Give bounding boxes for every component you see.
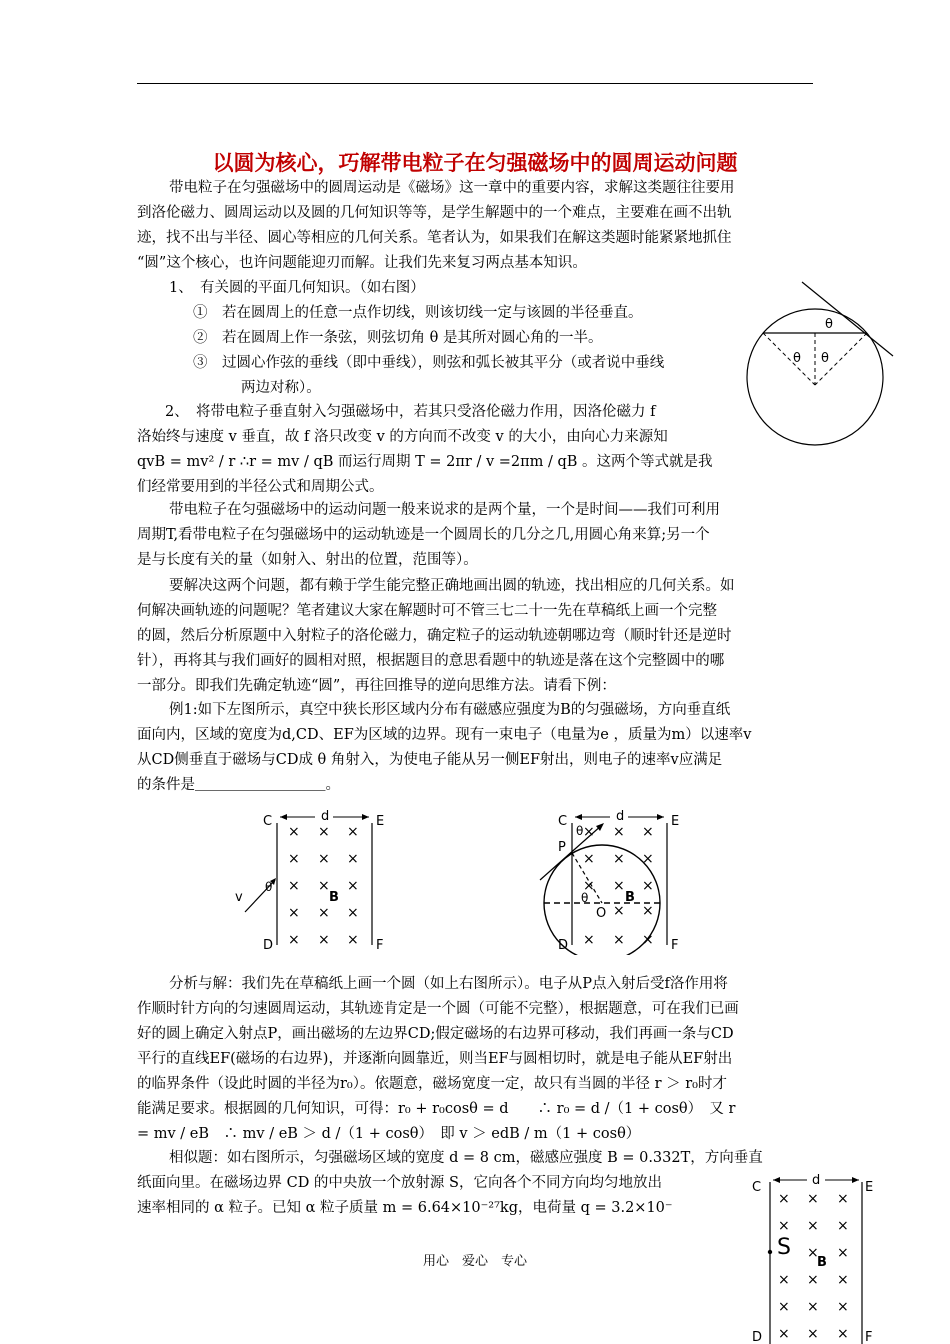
label-f: F [671,938,679,953]
label-o: O [596,906,607,921]
field-cross: × [288,878,300,894]
field-crosses [288,824,359,948]
label-width-d: d [321,809,330,824]
field-cross: × [318,878,330,894]
section1 [169,276,769,401]
text-line: 的临界条件（设此时圆的半径为r₀）。依题意，磁场宽度一定，故只有当圆的半径 r ＞ r₀时才 [137,1076,727,1092]
field-cross: × [837,1218,849,1234]
label-c: C [752,1180,762,1195]
text-line: 相似题：如右图所示，匀强磁场区域的宽度 d = 8 cm，磁感应强度 B = 0.332T，方向垂直 [169,1150,763,1166]
field-cross: × [642,903,654,919]
theta-label: θ [821,351,829,366]
field-cross: × [807,1272,819,1288]
text-line: 作顺时针方向的匀速圆周运动，其轨迹肯定是一个圆（可能不完整），根据题意，可在我们已画 [137,1001,739,1017]
field-cross: × [837,1326,849,1342]
label-e: E [865,1180,874,1195]
field-crosses [583,824,654,948]
label-d: D [558,938,569,953]
field-cross: × [837,1245,849,1261]
field-cross: × [318,905,330,921]
text-line: 一部分。即我们先确定轨迹“圆”，再往回推导的逆向思维方法。请看下例： [137,678,616,694]
label-b: B [817,1255,827,1270]
label-d: D [263,938,274,953]
field-cross: × [613,851,625,867]
field-cross: × [583,851,595,867]
field-cross: × [288,824,300,840]
text-line: 的圆，然后分析原题中入射粒子的洛伦磁力，确定粒子的运动轨迹朝哪边弯（顺时针还是逆时 [137,628,732,644]
field-cross: × [613,824,625,840]
text-line: 针），再将其与我们画好的圆相对照，根据题目的意思看题中的轨迹是落在这个完整圆中的哪 [137,653,725,669]
header-rule [137,83,813,84]
page-title: 以圆为核心，巧解带电粒子在匀强磁场中的圆周运动问题 [212,151,738,175]
text-line: 迹，找不出与半径、圆心等相应的几何关系。笔者认为，如果我们在解这类题时能紧紧地抓住 [137,230,732,246]
field-cross: × [583,932,595,948]
paragraph-3 [137,498,817,573]
field-cross: × [613,932,625,948]
field-cross: × [778,1191,790,1207]
text-line: 好的圆上确定入射点P，画出磁场的左边界CD;假定磁场的右边界可移动，我们再画一条与CD [137,1026,734,1042]
arrow-head [362,814,369,820]
field-cross: × [288,905,300,921]
text-line: 要解决这两个问题，都有赖于学生能完整正确地画出圆的轨迹，找出相应的几何关系。如 [169,578,735,594]
text-line: 从CD侧垂直于磁场与CD成 θ 角射入，为使电子能从另一侧EF射出，则电子的速率v应满足 [137,752,723,768]
field-cross: × [837,1191,849,1207]
text-line: 纸面向里。在磁场边界 CD 的中央放一个放射源 S，它向各个不同方向均匀地放出 [137,1175,662,1191]
label-c: C [558,814,568,829]
label-e: E [671,814,680,829]
field-cross: × [583,824,595,840]
radius-line-left [763,333,815,385]
field-cross: × [837,1299,849,1315]
field-cross: × [642,878,654,894]
circle-geometry-figure [745,280,895,460]
field-cross: × [837,1272,849,1288]
example-1 [137,698,817,798]
text-line: 带电粒子在匀强磁场中的运动问题一般来说求的是两个量，一个是时间——我们可利用 [169,502,720,518]
text-line: “圆”这个核心，也许问题能迎刃而解。让我们先来复习两点基本知识。 [137,255,587,271]
field-cross: × [347,851,359,867]
text-line: 速率相同的 α 粒子。已知 α 粒子质量 m = 6.64×10⁻²⁷kg，电荷量 q = 3.2×10⁻ [137,1200,673,1216]
analysis [137,972,817,1147]
label-c: C [263,814,273,829]
text-line: = mv / eB ∴ mv / eB ＞ d /（1 + cosθ） 即 v ＞ edB / m（1 + cosθ） [137,1126,641,1142]
paragraph-4 [137,574,817,699]
field-cross: × [778,1299,790,1315]
tangent-line [802,282,893,356]
field-cross: × [347,932,359,948]
text-line: 们经常要用到的半径公式和周期公式。 [137,479,384,495]
label-b: B [625,890,635,905]
field-cross: × [318,824,330,840]
label-b: B [329,890,339,905]
field-cross: × [347,878,359,894]
field-cross: × [807,1191,819,1207]
field-cross: × [778,1326,790,1342]
label-p: P [558,840,566,855]
theta-label: θ [793,351,801,366]
label-width-d: d [812,1173,821,1188]
text-line: qvB = mv² / r ∴r = mv / qB 而运行周期 T = 2πr / v =2πm / qB 。这两个等式就是我 [137,454,713,470]
text-line: 能满足要求。根据圆的几何知识，可得：r₀ + r₀cosθ = d ∴ r₀ = d /（1 + cosθ） 又 r [137,1101,736,1117]
field-cross: × [288,932,300,948]
text-line: 带电粒子在匀强磁场中的圆周运动是《磁场》这一章中的重要内容，求解这类题往往要用 [169,180,735,196]
label-s: S [777,1235,791,1260]
list-item: 两边对称）。 [241,380,321,396]
label-width-d: d [616,809,625,824]
field-cross: × [642,824,654,840]
field-crosses [778,1191,849,1342]
label-theta: θ [576,824,584,838]
intro-paragraph [137,176,817,276]
field-cross: × [778,1272,790,1288]
section1-heading: 1、 有关圆的平面几何知识。（如右图） [169,280,425,296]
field-cross: × [288,851,300,867]
field-cross: × [807,1299,819,1315]
example-left-figure [225,805,395,955]
field-cross: × [613,878,625,894]
field-cross: × [347,824,359,840]
label-f: F [865,1330,873,1344]
text-line: 例1:如下左图所示，真空中狭长形区域内分布有磁感应强度为B的匀强磁场，方向垂直纸 [169,702,731,718]
field-cross: × [642,932,654,948]
example-right-figure [530,805,710,955]
field-cross: × [613,903,625,919]
text-line: 何解决画轨迹的问题呢？笔者建议大家在解题时可不管三七二十一先在草稿纸上画一个完整 [137,603,717,619]
section2 [137,400,817,500]
list-item: ② 若在圆周上作一条弦，则弦切角 θ 是其所对圆心角的一半。 [193,330,603,346]
list-item: ① 若在圆周上的任意一点作切线，则该切线一定与该圆的半径垂直。 [193,305,643,321]
label-e: E [376,814,385,829]
text-line: 平行的直线EF(磁场的右边界)，并逐渐向圆靠近，则当EF与圆相切时，就是电子能从EF射出 [137,1051,733,1067]
similar-problem-figure [745,1168,885,1344]
field-cross: × [778,1218,790,1234]
label-theta: θ [265,880,273,894]
text-line: 洛始终与速度 v 垂直，故 f 洛只改变 v 的方向而不改变 v 的大小，由向心力来源知 [137,429,668,445]
field-cross: × [347,905,359,921]
label-theta: θ [581,891,589,905]
text-line: 分析与解：我们先在草稿纸上画一个圆（如上右图所示）。电子从P点入射后受f洛作用将 [169,976,728,992]
text-line: 面向内，区域的宽度为d,CD、EF为区域的边界。现有一束电子（电量为e ，质量为m）以速率v [137,727,752,743]
source-dot [768,1250,772,1254]
text-line: 2、 将带电粒子垂直射入匀强磁场中，若其只受洛伦磁力作用，因洛伦磁力 f [165,404,656,420]
text-line: 到洛伦磁力、圆周运动以及圆的几何知识等等，是学生解题中的一个难点，主要难在画不出轨 [137,205,732,221]
field-cross: × [807,1245,819,1261]
arrow-head [852,1177,859,1183]
field-cross: × [318,851,330,867]
label-v: v [235,890,243,905]
similar-problem [137,1146,763,1221]
arrow-head [657,814,664,820]
field-cross: × [318,932,330,948]
arrow-head [280,814,287,820]
label-d: D [752,1330,763,1344]
text-line: 周期T,看带电粒子在匀强磁场中的运动轨迹是一个圆周长的几分之几,用圆心角来算;另一个 [137,527,710,543]
field-cross: × [807,1218,819,1234]
field-cross: × [807,1326,819,1342]
arrow-head [773,1177,780,1183]
text-line: 的条件是＿＿＿＿＿＿＿＿＿。 [137,777,340,793]
arrow-head [575,814,582,820]
field-cross: × [642,851,654,867]
field-cross: × [583,878,595,894]
page-footer: 用心 爱心 专心 [422,1254,527,1269]
list-item: ③ 过圆心作弦的垂线（即中垂线），则弦和弧长被其平分（或者说中垂线 [193,355,665,371]
label-f: F [376,938,384,953]
text-line: 是与长度有关的量（如射入、射出的位置，范围等）。 [137,552,478,568]
theta-label: θ [825,317,833,332]
